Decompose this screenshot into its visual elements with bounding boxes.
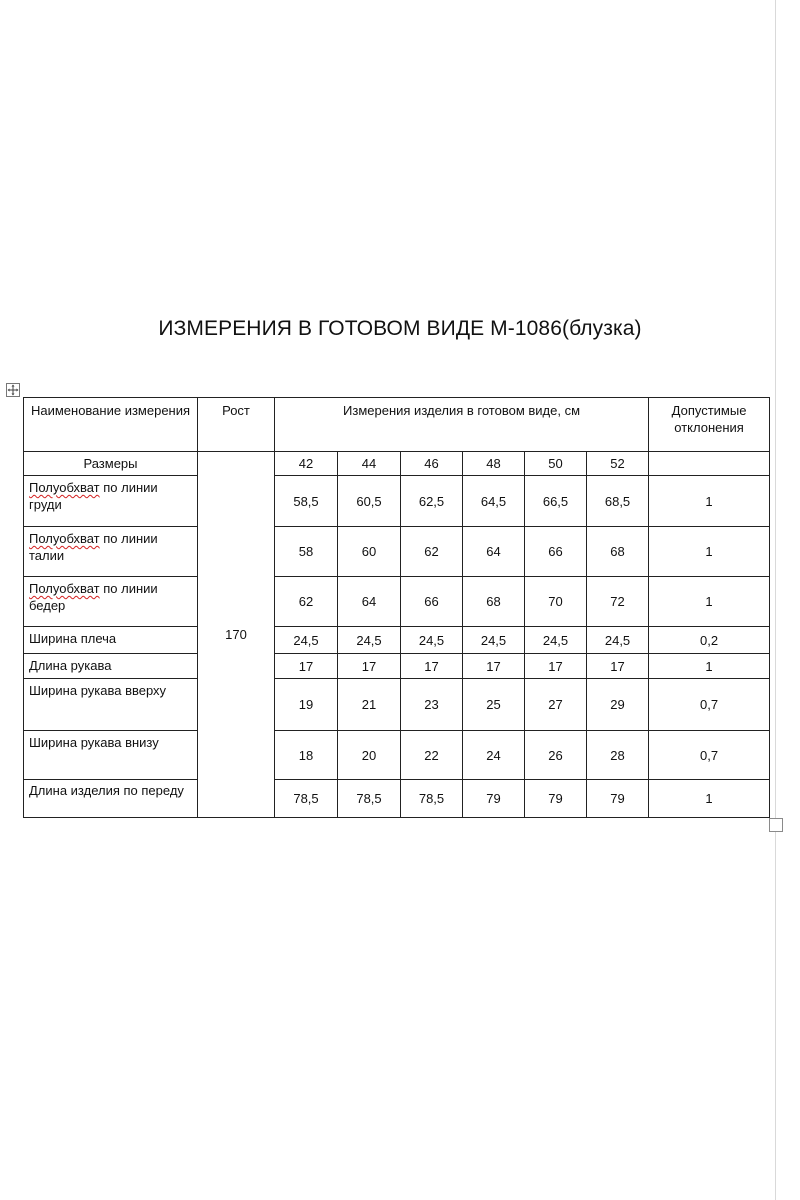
value-cell: 28 [587,731,649,780]
tolerance-cell: 1 [649,476,770,527]
value-cell: 66 [401,577,463,627]
value-cell: 66,5 [525,476,587,527]
value-cell: 64 [463,527,525,577]
value-cell: 29 [587,679,649,731]
measure-name-cell: Ширина рукава вверху [24,679,198,731]
value-cell: 17 [338,654,401,679]
tolerance-cell: 1 [649,780,770,818]
value-cell: 70 [525,577,587,627]
value-cell: 18 [275,731,338,780]
table-header-row [24,398,770,452]
value-cell: 22 [401,731,463,780]
value-cell: 72 [587,577,649,627]
value-cell: 64,5 [463,476,525,527]
spellcheck-word: Полуобхват [29,531,100,546]
value-cell: 21 [338,679,401,731]
table-row [24,679,770,731]
tolerance-cell: 1 [649,577,770,627]
value-cell: 58,5 [275,476,338,527]
table-row [24,627,770,654]
tolerance-cell: 0,7 [649,731,770,780]
value-cell: 24,5 [275,627,338,654]
table-move-handle-icon[interactable] [6,383,20,397]
tolerance-cell: 0,2 [649,627,770,654]
size-cell: 42 [275,452,338,476]
header-tolerance-cell: Допустимые отклонения [649,398,770,452]
rost-value-cell: 170 [198,452,275,818]
measurements-table [23,397,770,818]
size-cell: 52 [587,452,649,476]
measure-name-cell: Полуобхват по линии груди [24,476,198,527]
value-cell: 60,5 [338,476,401,527]
value-cell: 20 [338,731,401,780]
value-cell: 24 [463,731,525,780]
value-cell: 79 [463,780,525,818]
sizes-row [24,452,770,476]
size-cell: 50 [525,452,587,476]
value-cell: 79 [525,780,587,818]
value-cell: 17 [463,654,525,679]
value-cell: 19 [275,679,338,731]
measure-name-cell: Ширина плеча [24,627,198,654]
tolerance-empty-cell [649,452,770,476]
page-edge-line [775,0,776,1200]
value-cell: 78,5 [338,780,401,818]
table-row [24,527,770,577]
value-cell: 62,5 [401,476,463,527]
table-row [24,654,770,679]
value-cell: 24,5 [338,627,401,654]
value-cell: 58 [275,527,338,577]
tolerance-cell: 0,7 [649,679,770,731]
size-cell: 48 [463,452,525,476]
table-row [24,731,770,780]
value-cell: 64 [338,577,401,627]
table-resize-handle[interactable] [769,818,783,832]
sizes-label-cell: Размеры [24,452,198,476]
value-cell: 17 [401,654,463,679]
value-cell: 24,5 [525,627,587,654]
value-cell: 68 [587,527,649,577]
value-cell: 25 [463,679,525,731]
value-cell: 66 [525,527,587,577]
value-cell: 68 [463,577,525,627]
value-cell: 68,5 [587,476,649,527]
measure-name-cell: Ширина рукава внизу [24,731,198,780]
value-cell: 17 [275,654,338,679]
value-cell: 62 [401,527,463,577]
spellcheck-word: Полуобхват [29,581,100,596]
size-cell: 46 [401,452,463,476]
table-row [24,476,770,527]
measure-name-cell: Полуобхват по линии бедер [24,577,198,627]
value-cell: 27 [525,679,587,731]
value-cell: 24,5 [463,627,525,654]
value-cell: 24,5 [401,627,463,654]
table-row [24,780,770,818]
value-cell: 26 [525,731,587,780]
size-cell: 44 [338,452,401,476]
spellcheck-word: Полуобхват [29,480,100,495]
table-row [24,577,770,627]
value-cell: 60 [338,527,401,577]
tolerance-cell: 1 [649,527,770,577]
tolerance-cell: 1 [649,654,770,679]
value-cell: 23 [401,679,463,731]
measure-name-cell: Длина рукава [24,654,198,679]
value-cell: 78,5 [275,780,338,818]
value-cell: 17 [525,654,587,679]
header-rost-cell: Рост [198,398,275,452]
document-title: ИЗМЕРЕНИЯ В ГОТОВОМ ВИДЕ М-1086(блузка) [158,317,642,340]
header-name-cell: Наименование измерения [24,398,198,452]
value-cell: 79 [587,780,649,818]
measure-name-cell: Полуобхват по линии талии [24,527,198,577]
measure-name-cell: Длина изделия по переду [24,780,198,818]
value-cell: 17 [587,654,649,679]
value-cell: 62 [275,577,338,627]
value-cell: 78,5 [401,780,463,818]
header-measurements-cell: Измерения изделия в готовом виде, см [275,398,649,452]
value-cell: 24,5 [587,627,649,654]
